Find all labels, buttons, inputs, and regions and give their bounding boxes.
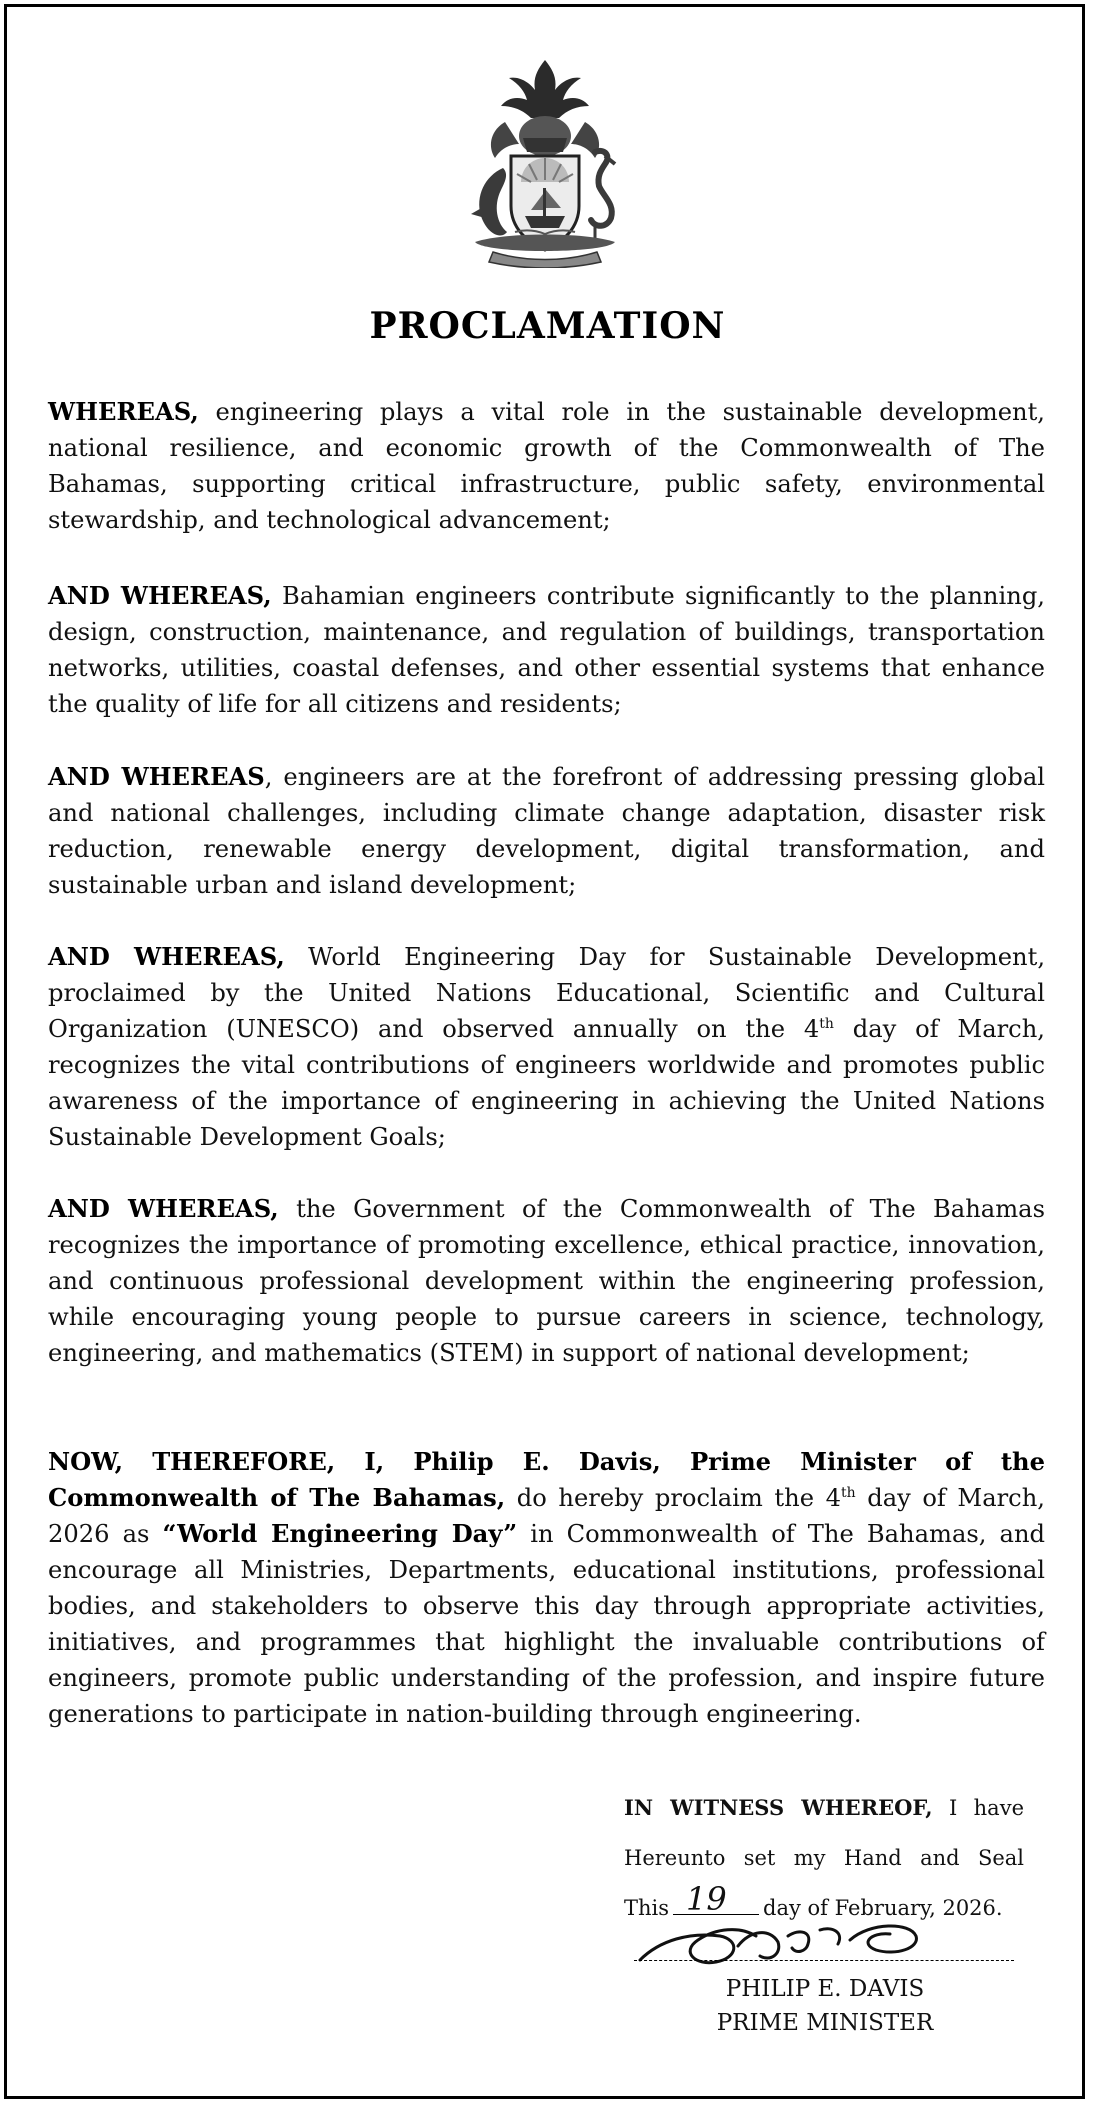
paragraph-lead: AND WHEREAS, [48,942,285,971]
signatory-name: PHILIP E. DAVIS [725,1976,925,2002]
coat-of-arms-emblem [445,56,645,268]
paragraph-lead: AND WHEREAS [48,762,265,791]
paragraph-text: Bahamian engineers contribute significantly to the planning, design, construction, maintenance, and regulation of buildings, transportation networks, utilities, coastal defenses, and other essential systems that enhance the quality of life for all citizens and residents; [48,582,1045,718]
witness-text: I have [932,1796,1024,1820]
signatory-title: PRIME MINISTER [716,2010,934,2036]
ordinal-suffix: th [819,1015,834,1032]
paragraph-text: day of March, 2026 as [48,1484,1045,1548]
page-title: PROCLAMATION [369,305,726,347]
handwritten-signature [620,1870,1040,1965]
witness-text: day of February, 2026. [763,1896,1003,1920]
paragraph-lead: AND WHEREAS, [48,581,272,610]
paragraph-lead: NOW, THEREFORE, I, Philip E. Davis, Prime Minister of the Commonwealth of The Bahamas, [48,1447,1045,1512]
whereas-paragraph-3 [48,759,1045,903]
paragraph-text: engineering plays a vital role in the sustainable development, national resilience, and economic growth of the Commonwealth of The Bahamas, supporting critical infrastructure, public safety, environmental stewardship, and technological advancement; [48,398,1045,534]
paragraph-lead: AND WHEREAS, [48,1194,279,1223]
paragraph-text: day of March, recognizes the vital contributions of engineers worldwide and promotes public awareness of the importance of engineering in achieving the United Nations Sustainable Development Goals; [48,1015,1045,1151]
proclamation-paragraph [48,1444,1045,1732]
event-name: “World Engineering Day” [162,1519,518,1548]
witness-lead: IN WITNESS WHEREOF, [624,1795,933,1820]
whereas-paragraph-4 [48,939,1045,1155]
witness-line-2: Hereunto set my Hand and Seal [624,1846,1024,1870]
paragraph-text: , engineers are at the forefront of addressing pressing global and national challenges, including climate change adaptation, disaster risk reduction, renewable energy development, digital transformation, and sustainable urban and island development; [48,763,1045,899]
paragraph-text: do hereby proclaim the 4 [505,1484,841,1512]
ordinal-suffix: th [840,1484,856,1501]
witness-text: This [624,1896,670,1920]
paragraph-text: in Commonwealth of The Bahamas, and encourage all Ministries, Departments, educational institutions, professional bodies, and stakeholders to observe this day through appropriate activities, initiatives, and programmes that highlight the invaluable contributions of engineers, promote public understanding of the profession, and inspire future generations to participate in nation-building through engineering. [48,1520,1046,1728]
whereas-paragraph-1 [48,394,1045,538]
signature-line [634,1960,1014,1961]
whereas-paragraph-5 [48,1191,1045,1371]
paragraph-lead: WHEREAS, [48,397,199,426]
handwritten-day: 19 [686,1880,727,1918]
paragraph-text: World Engineering Day for Sustainable Development, proclaimed by the United Nations Educational, Scientific and Cultural Organization (UNESCO) and observed annually on the 4 [48,943,1046,1043]
paragraph-text: the Government of the Commonwealth of The Bahamas recognizes the importance of promoting excellence, ethical practice, innovation, and continuous professional development within the engineering profession, while encouraging young people to pursue careers in science, technology, engineering, and mathematics (STEM) in support of national development; [48,1195,1045,1367]
whereas-paragraph-2 [48,578,1045,722]
witness-line-1 [624,1795,1024,1820]
